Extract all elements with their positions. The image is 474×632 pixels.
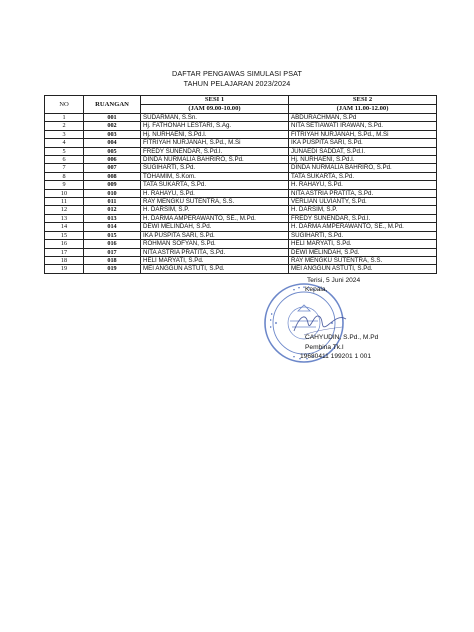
cell-sesi2: H. DARSIM, S.P. (289, 206, 437, 214)
table-row (45, 206, 437, 214)
cell-sesi2: FREDY SUNENDAR, S.Pd.I. (289, 214, 437, 222)
header-ruangan: RUANGAN (84, 96, 141, 114)
cell-sesi2: MEI ANGGUN ASTUTI, S.Pd. (289, 265, 437, 273)
proctor-table (44, 95, 437, 274)
cell-sesi2: SUGIHARTI, S.Pd. (289, 231, 437, 239)
cell-sesi1: Hj. FATHONAH LESTARI, S.Ag. (141, 122, 289, 130)
cell-ruangan: 016 (84, 240, 141, 248)
cell-no: 17 (45, 248, 84, 256)
cell-ruangan: 014 (84, 223, 141, 231)
cell-sesi1: DEWI MELINDAH, S.Pd. (141, 223, 289, 231)
cell-sesi1: IKA PUSPITA SARI, S.Pd. (141, 231, 289, 239)
table-row (45, 265, 437, 273)
cell-no: 13 (45, 214, 84, 222)
table-row (45, 256, 437, 264)
header-sesi2: SESI 2 (289, 96, 437, 105)
cell-no: 19 (45, 265, 84, 273)
cell-ruangan: 017 (84, 248, 141, 256)
cell-sesi2: NITA SETIAWATI IRAWAN, S.Pd. (289, 122, 437, 130)
cell-ruangan: 013 (84, 214, 141, 222)
table-row (45, 240, 437, 248)
title-line-1: DAFTAR PENGAWAS SIMULASI PSAT (172, 69, 302, 78)
cell-sesi2: DEWI MELINDAH, S.Pd. (289, 248, 437, 256)
cell-sesi2: HELI MARYATI, S.Pd. (289, 240, 437, 248)
cell-ruangan: 007 (84, 164, 141, 172)
cell-sesi2: VERLIAN ULVIANTY, S.Pd. (289, 198, 437, 206)
cell-no: 1 (45, 114, 84, 122)
cell-no: 18 (45, 256, 84, 264)
table-body (45, 114, 437, 274)
table-row (45, 214, 437, 222)
cell-ruangan: 002 (84, 122, 141, 130)
place-date: Terisi, 5 Juni 2024 (307, 277, 361, 284)
signer-name: CAHYUDIN, S.Pd., M.Pd (305, 334, 379, 341)
header-sesi2-time: (JAM 11.00-12.00) (289, 105, 437, 114)
cell-ruangan: 006 (84, 156, 141, 164)
cell-no: 4 (45, 139, 84, 147)
table-row (45, 172, 437, 180)
table-row (45, 147, 437, 155)
cell-ruangan: 001 (84, 114, 141, 122)
cell-sesi1: FITRIYAH NURJANAH, S.Pd., M.Si (141, 139, 289, 147)
cell-ruangan: 018 (84, 256, 141, 264)
cell-no: 15 (45, 231, 84, 239)
cell-sesi1: H. DARSIM, S.P. (141, 206, 289, 214)
cell-sesi2: Hj. NURHAENI, S.Pd.I. (289, 156, 437, 164)
table-header (45, 96, 437, 114)
cell-sesi1: H. DARMA AMPERAWANTO, SE., M.Pd. (141, 214, 289, 222)
table-row (45, 189, 437, 197)
cell-no: 10 (45, 189, 84, 197)
cell-sesi2: FITRIYAH NURJANAH, S.Pd., M.Si (289, 130, 437, 138)
table-row (45, 223, 437, 231)
cell-no: 8 (45, 172, 84, 180)
cell-no: 11 (45, 198, 84, 206)
cell-no: 12 (45, 206, 84, 214)
cell-ruangan: 005 (84, 147, 141, 155)
cell-no: 16 (45, 240, 84, 248)
signer-nip: 19680411 199201 1 001 (300, 353, 372, 360)
cell-sesi1: HELI MARYATI, S.Pd. (141, 256, 289, 264)
table-row (45, 198, 437, 206)
cell-sesi1: TOHAMIM, S.Kom. (141, 172, 289, 180)
title-line-2: TAHUN PELAJARAN 2023/2024 (183, 79, 291, 88)
cell-ruangan: 008 (84, 172, 141, 180)
cell-ruangan: 009 (84, 181, 141, 189)
cell-sesi1: RAY MENGKU SUTENTRA, S.S. (141, 198, 289, 206)
cell-no: 5 (45, 147, 84, 155)
cell-ruangan: 003 (84, 130, 141, 138)
cell-sesi2: TATA SUKARTA, S.Pd. (289, 172, 437, 180)
table-row (45, 114, 437, 122)
cell-ruangan: 010 (84, 189, 141, 197)
cell-ruangan: 004 (84, 139, 141, 147)
cell-no: 7 (45, 164, 84, 172)
cell-sesi2: RAY MENGKU SUTENTRA, S.S. (289, 256, 437, 264)
cell-sesi2: H. RAHAYU, S.Pd. (289, 181, 437, 189)
table-row (45, 248, 437, 256)
table-row (45, 164, 437, 172)
cell-no: 9 (45, 181, 84, 189)
cell-sesi1: Hj. NURHAENI, S.Pd.I. (141, 130, 289, 138)
table-row (45, 122, 437, 130)
cell-sesi1: ROHMAN SOFYAN, S.Pd. (141, 240, 289, 248)
cell-sesi1: MEI ANGGUN ASTUTI, S.Pd. (141, 265, 289, 273)
cell-sesi1: TATA SUKARTA, S.Pd. (141, 181, 289, 189)
signer-position: Kepala, (305, 286, 328, 293)
cell-sesi2: NITA ASTRIA PRATITA, S.Pd. (289, 189, 437, 197)
cell-sesi1: H. RAHAYU, S.Pd. (141, 189, 289, 197)
cell-sesi1: FREDY SUNENDAR, S.Pd.I. (141, 147, 289, 155)
cell-sesi2: ABDURACHMAN, S.Pd (289, 114, 437, 122)
header-sesi1-time: (JAM 09.00-10.00) (141, 105, 289, 114)
table-row (45, 231, 437, 239)
cell-sesi1: SUGIHARTI, S.Pd. (141, 164, 289, 172)
cell-no: 6 (45, 156, 84, 164)
cell-sesi1: NITA ASTRIA PRATITA, S.Pd. (141, 248, 289, 256)
header-no: NO (45, 96, 84, 114)
cell-ruangan: 019 (84, 265, 141, 273)
cell-ruangan: 015 (84, 231, 141, 239)
cell-ruangan: 012 (84, 206, 141, 214)
cell-sesi2: IKA PUSPITA SARI, S.Pd. (289, 139, 437, 147)
signer-rank: Pembina Tk.I (305, 344, 344, 351)
cell-no: 3 (45, 130, 84, 138)
table-row (45, 181, 437, 189)
table-row (45, 139, 437, 147)
cell-ruangan: 011 (84, 198, 141, 206)
cell-sesi2: JUNAEDI SADDAT, S.Pd.I. (289, 147, 437, 155)
table-row (45, 156, 437, 164)
cell-no: 14 (45, 223, 84, 231)
table-row (45, 130, 437, 138)
cell-sesi1: DINDA NURMALIA BAHRIRO, S.Pd. (141, 156, 289, 164)
cell-sesi2: DINDA NURMALIA BAHRIRO, S.Pd. (289, 164, 437, 172)
cell-sesi2: H. DARMA AMPERAWANTO, SE., M.Pd. (289, 223, 437, 231)
cell-no: 2 (45, 122, 84, 130)
header-sesi1: SESI 1 (141, 96, 289, 105)
cell-sesi1: SUDARMAN, S.Sn. (141, 114, 289, 122)
